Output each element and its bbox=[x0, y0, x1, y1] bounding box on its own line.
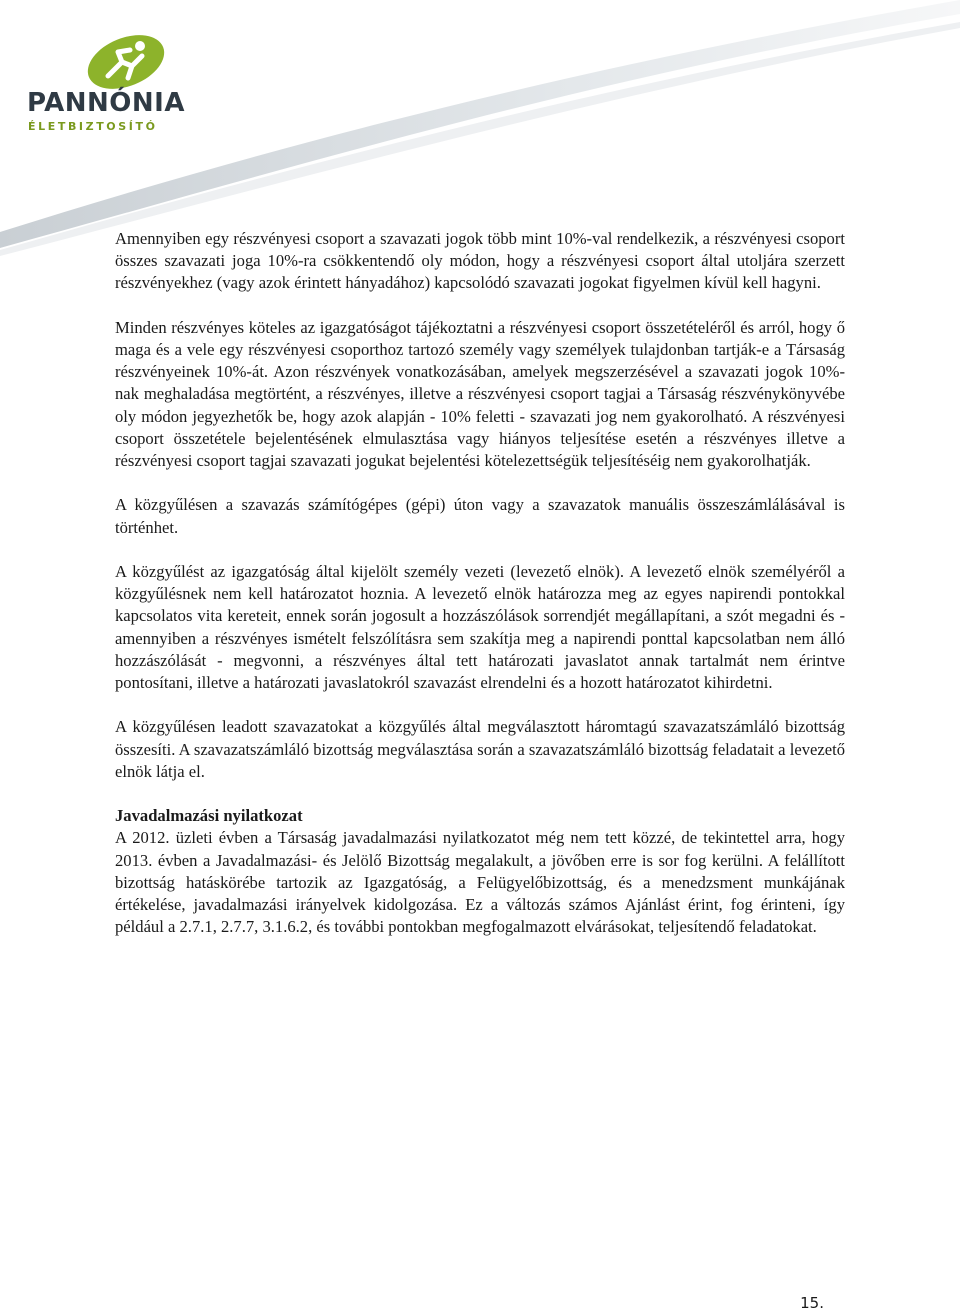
company-logo bbox=[26, 30, 196, 140]
paragraph-voting-cap: Amennyiben egy részvényesi csoport a szavazati jogok több mint 10%-val rendelkezik, a részvényesi csoport összes szavazati joga 10%-ra csökkentendő oly módon, hogy a részvényesi csoport által utoljára szerzett részvényekhez (vagy azok érintett hányadához) kapcsolódó szavazati jogokat figyelmen kívül kell hagyni. bbox=[115, 229, 845, 293]
logo-subtitle: ÉLETBIZTOSÍTÓ bbox=[28, 120, 158, 133]
paragraph-voting-method: A közgyűlésen a szavazás számítógépes (gépi) úton vagy a szavazatok manuális összeszámlálásával is történhet. bbox=[115, 495, 845, 537]
document-body bbox=[115, 228, 845, 961]
paragraph-counting-committee: A közgyűlésen leadott szavazatokat a közgyűlés által megválasztott háromtagú szavazatszámláló bizottság összesíti. A szavazatszámláló bizottság megválasztása során a szavazatszámláló bizottság feladatait a levezető elnök látja el. bbox=[115, 717, 845, 781]
logo-wordmark: PANNÓNIA bbox=[27, 88, 185, 118]
paragraph-shareholder-notice: Minden részvényes köteles az igazgatóságot tájékoztatni a részvényesi csoport összetételéről és arról, hogy ő maga és a vele egy részvényesi csoporthoz tartozó személy vagy személyek tulajdonban tartják-e a Társaság részvényeinek 10%-át. Azon részvények vonatkozásában, amelyek megszerzésével a szavazati jogok 10%-nak meghaladása megtörtént, a részvényes, illetve a részvényesi csoport tagjai a Társaság részvénykönyvébe oly módon jegyezhetők be, hogy azok alapján - 10% feletti - szavazati jog nem gyakorolható. A részvényesi csoport összetétele bejelentésének elmulasztása vagy hiányos teljesítése esetén a részvényes illetve a részvényesi csoport tagjai szavazati jogukat bejelentési kötelezettségük teljesítéséig nem gyakorolhatják. bbox=[115, 317, 845, 471]
logo-runner-icon bbox=[78, 32, 174, 90]
paragraph-remuneration: A 2012. üzleti évben a Társaság javadalmazási nyilatkozatot még nem tett közzé, de tekintettel arra, hogy 2013. évben a Javadalmazási- és Jelölő Bizottság megalakult, a jövőben erre is sor fog kerülni. A felállított bizottság hatáskörébe tartozik az Igazgatóság, a Felügyelőbizottság, és a menedzsment munkájának értékelése, javadalmazási irányelvek kidolgozása. Ez a változás számos Ajánlást érint, fog érinteni, így például a 2.7.1, 2.7.7, 3.1.6.2, és további pontokban megfogalmazott elvárásokat, teljesítendő feladatokat. bbox=[115, 828, 845, 937]
paragraph-chairman: A közgyűlést az igazgatóság által kijelölt személy vezeti (levezető elnök). A levezető elnök személyéről a közgyűlésnek nem kell határozatot hoznia. A levezető elnök határozza meg az egyes napirendi pontokkal kapcsolatos vita kereteit, ennek során jogosult a hozzászólások sorrendjét megállapítani, a szót megadni és - amennyiben a részvényes ismételt felszólításra sem szakítja meg a napirendi ponttal kapcsolatban nem álló hozzászólását - megvonni, a részvényes által tett határozati javaslatot annak tartalmát nem érintve pontosítani, illetve a határozati javaslatokról szavazást elrendelni és a hozott határozatot kihirdetni. bbox=[115, 562, 845, 693]
section-title: Javadalmazási nyilatkozat bbox=[115, 806, 303, 826]
page-number: 15. bbox=[800, 1294, 824, 1312]
